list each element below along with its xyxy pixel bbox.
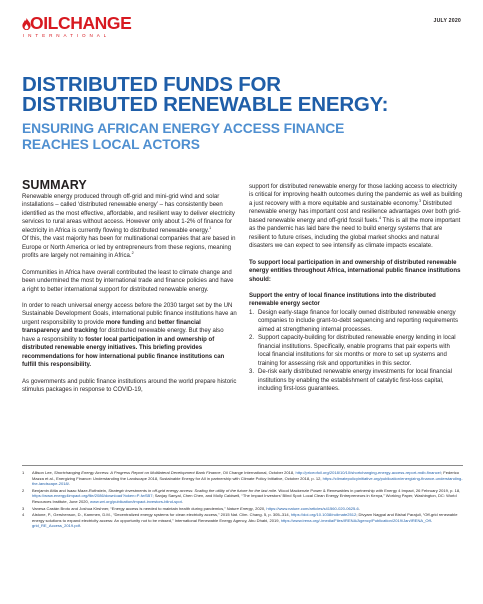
footnote-link[interactable]: www.wri.org/publication/impact-investors-blind-spot bbox=[90, 498, 182, 504]
footnote-2: 2 Benjamin Attia and Isaac Maze-Rothstein, Strategic investments in off-grid energy access: Scaling the utility of the future for the last mile. Wood Mackenzie Power & Renewables in partnership with Energy 4 Impact, 26 February 2019, p. 18, https://www.energy4impact.org/file/2086/download?token=P-fwSB7; Sanjay Sanyal, Chen Chen, and Molly Caldwell, “The Impact Investors’ Blind Spot: Local Clean Energy Entrepreneurs in Kenya,” Working Paper, Washington, DC: World Resources Institute, June 2020, www.wri.org/publication/impact-investors-blind-spot. bbox=[22, 487, 461, 504]
page-title bbox=[22, 75, 462, 115]
footnote-link[interactable]: https://doi.org/10.1038/nclimate2512 bbox=[290, 512, 357, 518]
logo-wordmark bbox=[22, 14, 142, 32]
subtitle-line-1: ENSURING AFRICAN ENERGY ACCESS FINANCE bbox=[22, 121, 345, 136]
footnote-4: 4 Alstone, P., Gershenson, D., Kammen, D.M., “Decentralized energy systems for clean electricity access,” 2015 Nat. Clim. Chang. 5, p. 305–314, https://doi.org/10.1038/nclimate2512; Divyam Nagpal and Bishal Parajuli, “Off-grid renewable energy solutions to expand electricity access: An opportunity not to be missed,” International Renewable Energy Agency, Abu Dhabi, 2019, https://www.irena.org/-/media/Files/IRENA/Agency/Publication/2019/Jan/IRENA_Off-grid_RE_Access_2019.pdf. bbox=[22, 512, 458, 529]
title-line-2: DISTRIBUTED RENEWABLE ENERGY: bbox=[22, 93, 389, 116]
list-item: 3. De-risk early distributed renewable energy investments for local financial institutions by enabling the establishment of catalytic first-loss capital, including first-loss guarantees. bbox=[249, 369, 452, 392]
recommendation-list bbox=[249, 309, 463, 394]
summary-paragraph-1b: Of this, the vast majority has been for multinational companies that are based in Europe or North America or led by entrepreneurs from these regions, meaning profits are largely not remaining in Africa.$^2$ bbox=[22, 236, 236, 260]
recommendations-intro: To support local participation in and ownership of distributed renewable energy entities throughout Africa, international public finance institutions should: bbox=[249, 259, 461, 283]
footnote-link[interactable]: https://www.nature.com/articles/s41560-020-0625-6 bbox=[266, 505, 359, 511]
summary-paragraph-1: Renewable energy produced through off-grid and mini-grid wind and solar installations – called ‘distributed renewable energy’ – has consistently been identified as the most effective, affordable, and resilient way to deliver electricity services to rural areas without access. However only about 1-2% of finance for electricity in Africa is currently flowing to distributed renewable energy.$^1$ bbox=[22, 194, 235, 234]
list-item: 1. Design early-stage finance for locally owned distributed renewable energy companies to include grant-to-debt sequencing and reporting requirements aimed at strengthening internal processes. bbox=[249, 309, 459, 333]
publication-date: JULY 2020 bbox=[433, 18, 461, 24]
logo-subtext: INTERNATIONAL bbox=[23, 33, 111, 38]
oil-change-logo bbox=[22, 14, 142, 44]
title-line-1: DISTRIBUTED FUNDS FOR bbox=[22, 73, 281, 96]
footnote-link[interactable]: https://climatepolicyinitiative.org/publication/energizing-finance-understanding-the-landscape-2018/ bbox=[32, 475, 463, 487]
summary-paragraph-2: Communities in Africa have overall contributed the least to climate change and been undermined the most by international trade and finance policies and have a right to better international support for distributed renewable energy. bbox=[22, 269, 234, 293]
subtitle-line-2: REACHES LOCAL ACTORS bbox=[22, 136, 200, 152]
list-item: 2. Support capacity-building for distributed renewable energy lending in local financial institutions. Specifically, enable programs that pair experts with local financial institutions for six months or more to set up systems and training for assessing risk and opportunities in this sector. bbox=[249, 335, 456, 367]
footnote-link[interactable]: http://priceofoil.org/2018/10/10/shortchanging-energy-access-report-mdb-finance/ bbox=[295, 470, 441, 475]
right-paragraph-1: support for distributed renewable energy for those lacking access to electricity is critical for improving health outcomes during the pandemic as well as building a just recovery with a more equitable and sustainable economy.$^3$ Distributed renewable energy has important cost and resilience advantages over both grid-based renewable energy and off-grid fossil fuels.$^4$ This is all the more important as the pandemic has laid bare the need to build energy systems that are resilient to future crises, including the global market shocks and natural disasters we can expect to see intensify as climate impacts escalate. bbox=[249, 184, 463, 250]
recommendation-heading: Support the entry of local finance institutions into the distributed renewable energy sector bbox=[249, 292, 436, 308]
footnote-link[interactable]: https://www.irena.org/-/media/Files/IRENA/Agency/Publication/2019/Jan/IRENA_Off-grid_RE_Access_2019.pdf bbox=[32, 517, 433, 529]
page-subtitle bbox=[22, 121, 462, 152]
footnote-divider bbox=[22, 465, 463, 466]
summary-heading: SUMMARY bbox=[22, 178, 87, 192]
footnotes bbox=[22, 470, 463, 530]
right-column bbox=[249, 183, 463, 393]
footnote-3: 3 Vanesa Castán Broto and Joshua Kirshner, “Energy access is needed to maintain health during pandemics,” Nature Energy, 2020, https://www.nature.com/articles/s41560-020-0625-6. bbox=[22, 505, 360, 511]
summary-paragraph-3: In order to reach universal energy access before the 2030 target set by the UN Sustainable Development Goals, international public finance institutions have an urgent responsibility to provide more funding and better financial transparency and tracking for distributed renewable energy. But they also have a responsibility to foster local participation in and ownership of distributed renewable energy initiatives. This briefing provides recommendations for how international public finance institutions can fulfill this responsibility. bbox=[22, 302, 237, 369]
footnote-1: 1 Allison Lee, Shortchanging Energy Access: A Progress Report on Multilateral Development Bank Finance, Oil Change International, October 2018, http://priceofoil.org/2018/10/10/shortchanging-energy-access-report-mdb-finance/; Federico Mazza et al., Energizing Finance: Understanding the Landscape 2018, Sustainable Energy for All in partnership with Climate Policy Initiative, October 2018, p. 12, https://climatepolicyinitiative.org/publication/energizing-finance-understanding-the-landscape-2018/. bbox=[22, 470, 463, 487]
left-column bbox=[22, 178, 237, 403]
summary-paragraph-4: As governments and public finance institutions around the world prepare historic stimulus packages in response to COVID-19, bbox=[22, 378, 237, 394]
footnote-link[interactable]: https://www.energy4impact.org/file/2086/download?token=P-fwSB7 bbox=[32, 493, 153, 499]
logo-text: OILCHANGE bbox=[30, 13, 132, 33]
